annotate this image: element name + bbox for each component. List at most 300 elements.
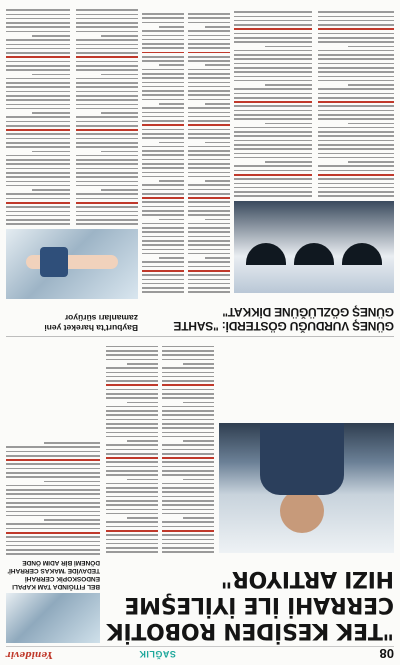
text-line bbox=[234, 28, 312, 30]
text-line bbox=[142, 223, 184, 225]
text-line bbox=[162, 419, 214, 421]
text-line bbox=[188, 206, 230, 208]
text-line bbox=[101, 112, 138, 114]
text-line bbox=[188, 60, 230, 62]
text-line bbox=[142, 52, 184, 54]
text-line bbox=[76, 48, 138, 50]
text-line bbox=[162, 521, 214, 523]
text-line bbox=[142, 236, 184, 238]
text-line bbox=[142, 35, 184, 37]
text-line bbox=[6, 198, 70, 200]
text-line bbox=[318, 178, 394, 180]
text-line bbox=[205, 142, 230, 144]
text-line bbox=[76, 215, 138, 217]
text-line bbox=[32, 189, 70, 191]
text-line bbox=[162, 397, 214, 399]
text-line bbox=[188, 56, 230, 58]
text-line bbox=[188, 197, 230, 199]
text-line bbox=[162, 462, 214, 464]
text-line bbox=[76, 223, 138, 225]
text-line bbox=[6, 159, 70, 161]
text-line bbox=[142, 120, 184, 122]
text-line bbox=[234, 97, 312, 99]
sunglasses-headline: GÜNEŞ VURDUĞU GÖSTERDİ: "SAHTE GÜNEŞ GÖZLÜĞÜNE DİKKAT" bbox=[173, 305, 394, 333]
text-line bbox=[76, 142, 138, 144]
text-line bbox=[348, 46, 394, 48]
text-line bbox=[6, 506, 100, 508]
text-line bbox=[6, 476, 100, 478]
text-line bbox=[234, 16, 312, 18]
text-line bbox=[188, 189, 230, 191]
text-line bbox=[142, 253, 184, 255]
text-line bbox=[76, 69, 138, 71]
text-line bbox=[106, 372, 158, 374]
text-line bbox=[76, 219, 138, 221]
text-line bbox=[162, 530, 214, 532]
text-line bbox=[106, 453, 158, 455]
text-line bbox=[76, 44, 138, 46]
text-line bbox=[76, 181, 138, 183]
text-line bbox=[318, 71, 394, 73]
text-line bbox=[127, 363, 158, 365]
text-line bbox=[106, 496, 158, 498]
text-line bbox=[234, 20, 312, 22]
text-line bbox=[188, 124, 230, 126]
text-line bbox=[188, 137, 230, 139]
text-line bbox=[76, 95, 138, 97]
text-line bbox=[188, 94, 230, 96]
sunglasses-photo bbox=[234, 201, 394, 293]
text-line bbox=[106, 500, 158, 502]
text-line bbox=[162, 539, 214, 541]
text-line bbox=[106, 436, 158, 438]
side-story-headline: BEL FITIĞINDA TAM KAPALI ENDOSKOPİK CERRAHİ TEDAVİDE 'MAKAS CERRAHİ' DÖNEMİ BİR ADIM ÖNDE bbox=[7, 559, 100, 590]
text-line bbox=[142, 261, 184, 263]
text-line bbox=[234, 101, 312, 103]
text-line bbox=[348, 123, 394, 125]
text-line bbox=[188, 13, 230, 15]
text-line bbox=[32, 151, 70, 153]
text-line bbox=[142, 47, 184, 49]
text-line bbox=[162, 496, 214, 498]
text-line bbox=[6, 549, 100, 551]
text-line bbox=[6, 125, 70, 127]
text-line bbox=[76, 86, 138, 88]
text-line bbox=[205, 180, 230, 182]
text-line bbox=[76, 9, 138, 11]
text-line bbox=[318, 76, 394, 78]
text-line bbox=[159, 142, 184, 144]
text-line bbox=[6, 163, 70, 165]
text-line bbox=[188, 210, 230, 212]
text-line bbox=[6, 146, 70, 148]
text-line bbox=[6, 451, 100, 453]
section-divider bbox=[6, 336, 394, 337]
text-line bbox=[106, 487, 158, 489]
text-line bbox=[234, 76, 312, 78]
text-line bbox=[101, 35, 138, 37]
text-line bbox=[106, 530, 158, 532]
text-line bbox=[6, 202, 70, 204]
text-line bbox=[162, 380, 214, 382]
text-line bbox=[76, 56, 138, 58]
text-line bbox=[106, 389, 158, 391]
text-line bbox=[142, 69, 184, 71]
text-line bbox=[6, 44, 70, 46]
sunglasses-icon bbox=[342, 243, 382, 265]
text-line bbox=[188, 43, 230, 45]
text-line bbox=[205, 26, 230, 28]
text-line bbox=[159, 26, 184, 28]
text-line bbox=[234, 110, 312, 112]
text-line bbox=[162, 350, 214, 352]
text-line bbox=[188, 249, 230, 251]
doctor-head-shape bbox=[280, 489, 324, 533]
text-line bbox=[6, 69, 70, 71]
text-line bbox=[188, 77, 230, 79]
text-line bbox=[6, 91, 70, 93]
text-line bbox=[234, 71, 312, 73]
text-line bbox=[6, 116, 70, 118]
text-line bbox=[6, 134, 70, 136]
text-line bbox=[6, 99, 70, 101]
text-line bbox=[234, 140, 312, 142]
text-line bbox=[318, 148, 394, 150]
text-line bbox=[142, 279, 184, 281]
text-line bbox=[6, 502, 100, 504]
text-line bbox=[142, 60, 184, 62]
text-line bbox=[76, 138, 138, 140]
text-line bbox=[318, 97, 394, 99]
text-line bbox=[234, 165, 312, 167]
text-line bbox=[188, 261, 230, 263]
text-line bbox=[142, 133, 184, 135]
text-line bbox=[162, 432, 214, 434]
text-line bbox=[234, 153, 312, 155]
text-line bbox=[318, 33, 394, 35]
text-line bbox=[142, 206, 184, 208]
text-line bbox=[162, 470, 214, 472]
text-line bbox=[76, 193, 138, 195]
text-line bbox=[106, 449, 158, 451]
text-line bbox=[142, 197, 184, 199]
text-line bbox=[188, 107, 230, 109]
text-line bbox=[6, 472, 100, 474]
text-line bbox=[162, 346, 214, 348]
text-line bbox=[162, 534, 214, 536]
text-line bbox=[106, 462, 158, 464]
text-line bbox=[106, 367, 158, 369]
text-line bbox=[76, 22, 138, 24]
text-line bbox=[76, 91, 138, 93]
text-line bbox=[76, 185, 138, 187]
text-line bbox=[6, 215, 70, 217]
text-line bbox=[188, 167, 230, 169]
doctor-photo bbox=[219, 423, 394, 553]
text-line bbox=[234, 67, 312, 69]
text-line bbox=[76, 104, 138, 106]
text-line bbox=[142, 231, 184, 233]
text-line bbox=[6, 446, 100, 448]
text-line bbox=[318, 157, 394, 159]
text-line bbox=[234, 195, 312, 197]
text-line bbox=[188, 86, 230, 88]
text-line bbox=[234, 178, 312, 180]
text-line bbox=[76, 65, 138, 67]
text-line bbox=[188, 90, 230, 92]
text-line bbox=[188, 22, 230, 24]
text-line bbox=[188, 274, 230, 276]
page-header bbox=[6, 646, 394, 661]
text-line bbox=[6, 498, 100, 500]
text-line bbox=[106, 432, 158, 434]
text-line bbox=[162, 500, 214, 502]
text-line bbox=[318, 20, 394, 22]
text-line bbox=[106, 410, 158, 412]
text-line bbox=[6, 185, 70, 187]
text-line bbox=[234, 106, 312, 108]
text-line bbox=[188, 279, 230, 281]
text-line bbox=[234, 183, 312, 185]
text-line bbox=[142, 240, 184, 242]
text-line bbox=[106, 354, 158, 356]
text-line bbox=[318, 131, 394, 133]
text-column-2 bbox=[106, 339, 158, 553]
text-line bbox=[234, 50, 312, 52]
text-line bbox=[6, 464, 100, 466]
text-line bbox=[234, 114, 312, 116]
text-column-1 bbox=[162, 339, 214, 553]
text-line bbox=[162, 354, 214, 356]
text-line bbox=[142, 17, 184, 19]
text-line bbox=[101, 151, 138, 153]
text-line bbox=[142, 77, 184, 79]
text-line bbox=[188, 176, 230, 178]
text-line bbox=[318, 24, 394, 26]
text-line bbox=[142, 112, 184, 114]
text-line bbox=[106, 483, 158, 485]
text-line bbox=[6, 211, 70, 213]
text-line bbox=[6, 489, 100, 491]
text-line bbox=[234, 24, 312, 26]
text-line bbox=[318, 106, 394, 108]
text-line bbox=[6, 78, 70, 80]
text-line bbox=[6, 108, 70, 110]
text-line bbox=[6, 22, 70, 24]
text-line bbox=[76, 125, 138, 127]
text-line bbox=[142, 39, 184, 41]
text-line bbox=[318, 183, 394, 185]
text-line bbox=[188, 253, 230, 255]
text-line bbox=[188, 291, 230, 293]
text-line bbox=[162, 376, 214, 378]
text-line bbox=[188, 154, 230, 156]
text-line bbox=[6, 48, 70, 50]
text-line bbox=[142, 86, 184, 88]
text-line bbox=[183, 402, 214, 404]
text-line bbox=[44, 519, 100, 521]
text-line bbox=[318, 114, 394, 116]
text-line bbox=[188, 214, 230, 216]
text-line bbox=[318, 174, 394, 176]
side-story-photo bbox=[6, 593, 100, 643]
text-line bbox=[6, 52, 70, 54]
text-line bbox=[106, 423, 158, 425]
text-line bbox=[234, 88, 312, 90]
text-line bbox=[76, 155, 138, 157]
text-line bbox=[142, 107, 184, 109]
text-line bbox=[32, 35, 70, 37]
text-line bbox=[76, 31, 138, 33]
text-line bbox=[76, 18, 138, 20]
text-line bbox=[318, 37, 394, 39]
text-line bbox=[142, 210, 184, 212]
text-line bbox=[106, 470, 158, 472]
text-line bbox=[318, 140, 394, 142]
text-line bbox=[76, 99, 138, 101]
text-line bbox=[318, 170, 394, 172]
text-line bbox=[6, 14, 70, 16]
text-line bbox=[6, 553, 100, 555]
text-line bbox=[318, 110, 394, 112]
text-line bbox=[6, 176, 70, 178]
text-line bbox=[6, 31, 70, 33]
text-line bbox=[106, 504, 158, 506]
text-line bbox=[6, 468, 100, 470]
text-line bbox=[159, 65, 184, 67]
text-line bbox=[76, 129, 138, 131]
text-line bbox=[318, 54, 394, 56]
text-line bbox=[6, 206, 70, 208]
text-column-5 bbox=[76, 5, 138, 225]
text-line bbox=[142, 43, 184, 45]
text-line bbox=[106, 376, 158, 378]
text-line bbox=[188, 231, 230, 233]
text-line bbox=[318, 135, 394, 137]
text-line bbox=[188, 133, 230, 135]
text-line bbox=[318, 67, 394, 69]
text-line bbox=[318, 58, 394, 60]
text-line bbox=[142, 287, 184, 289]
text-line bbox=[106, 547, 158, 549]
text-line bbox=[265, 46, 312, 48]
text-line bbox=[162, 551, 214, 553]
text-line bbox=[142, 227, 184, 229]
text-line bbox=[348, 84, 394, 86]
text-line bbox=[32, 74, 70, 76]
text-line bbox=[142, 266, 184, 268]
text-line bbox=[142, 244, 184, 246]
text-line bbox=[234, 135, 312, 137]
text-column-6 bbox=[6, 5, 70, 225]
text-line bbox=[188, 17, 230, 19]
text-line bbox=[6, 532, 100, 534]
text-column-8 bbox=[234, 5, 312, 197]
text-line bbox=[6, 142, 70, 144]
text-line bbox=[6, 459, 100, 461]
text-line bbox=[162, 509, 214, 511]
text-line bbox=[188, 163, 230, 165]
text-line bbox=[188, 73, 230, 75]
text-column-7 bbox=[318, 5, 394, 197]
text-line bbox=[265, 84, 312, 86]
text-line bbox=[265, 161, 312, 163]
text-line bbox=[6, 65, 70, 67]
text-line bbox=[188, 39, 230, 41]
text-line bbox=[6, 455, 100, 457]
text-line bbox=[318, 28, 394, 30]
text-line bbox=[142, 129, 184, 131]
text-line bbox=[188, 266, 230, 268]
text-line bbox=[6, 168, 70, 170]
text-line bbox=[142, 137, 184, 139]
text-line bbox=[6, 61, 70, 63]
text-line bbox=[106, 393, 158, 395]
text-line bbox=[6, 9, 70, 11]
text-line bbox=[234, 144, 312, 146]
text-line bbox=[127, 517, 158, 519]
text-line bbox=[142, 116, 184, 118]
text-line bbox=[188, 287, 230, 289]
text-line bbox=[6, 193, 70, 195]
text-line bbox=[318, 153, 394, 155]
text-line bbox=[188, 112, 230, 114]
text-line bbox=[142, 30, 184, 32]
text-line bbox=[106, 384, 158, 386]
text-line bbox=[6, 39, 70, 41]
text-line bbox=[162, 491, 214, 493]
side-story-body bbox=[6, 442, 100, 555]
text-line bbox=[318, 50, 394, 52]
text-line bbox=[142, 270, 184, 272]
text-line bbox=[318, 11, 394, 13]
text-line bbox=[188, 116, 230, 118]
photo-caption bbox=[219, 414, 394, 422]
text-line bbox=[127, 440, 158, 442]
text-line bbox=[106, 534, 158, 536]
text-line bbox=[6, 26, 70, 28]
text-line bbox=[188, 202, 230, 204]
sunglasses-icon bbox=[294, 243, 334, 265]
newspaper-logo: Yenidevir bbox=[6, 649, 53, 659]
text-line bbox=[188, 240, 230, 242]
text-line bbox=[162, 414, 214, 416]
text-line bbox=[6, 86, 70, 88]
text-line bbox=[6, 485, 100, 487]
text-line bbox=[142, 184, 184, 186]
text-line bbox=[6, 82, 70, 84]
text-line bbox=[106, 551, 158, 553]
text-line bbox=[162, 449, 214, 451]
main-headline: "TEK KESİDEN ROBOTİK CERRAHİ İLE İYİLEŞME HIZI ARTIYOR" bbox=[106, 566, 394, 643]
text-line bbox=[162, 389, 214, 391]
text-line bbox=[142, 13, 184, 15]
text-line bbox=[318, 93, 394, 95]
text-line bbox=[188, 30, 230, 32]
text-line bbox=[6, 536, 100, 538]
text-line bbox=[234, 170, 312, 172]
text-line bbox=[76, 146, 138, 148]
text-line bbox=[188, 159, 230, 161]
text-line bbox=[106, 526, 158, 528]
text-column-4 bbox=[142, 5, 184, 293]
text-line bbox=[205, 257, 230, 259]
text-column-3 bbox=[188, 5, 230, 293]
text-line bbox=[142, 214, 184, 216]
text-line bbox=[142, 159, 184, 161]
text-line bbox=[183, 479, 214, 481]
text-line bbox=[318, 41, 394, 43]
